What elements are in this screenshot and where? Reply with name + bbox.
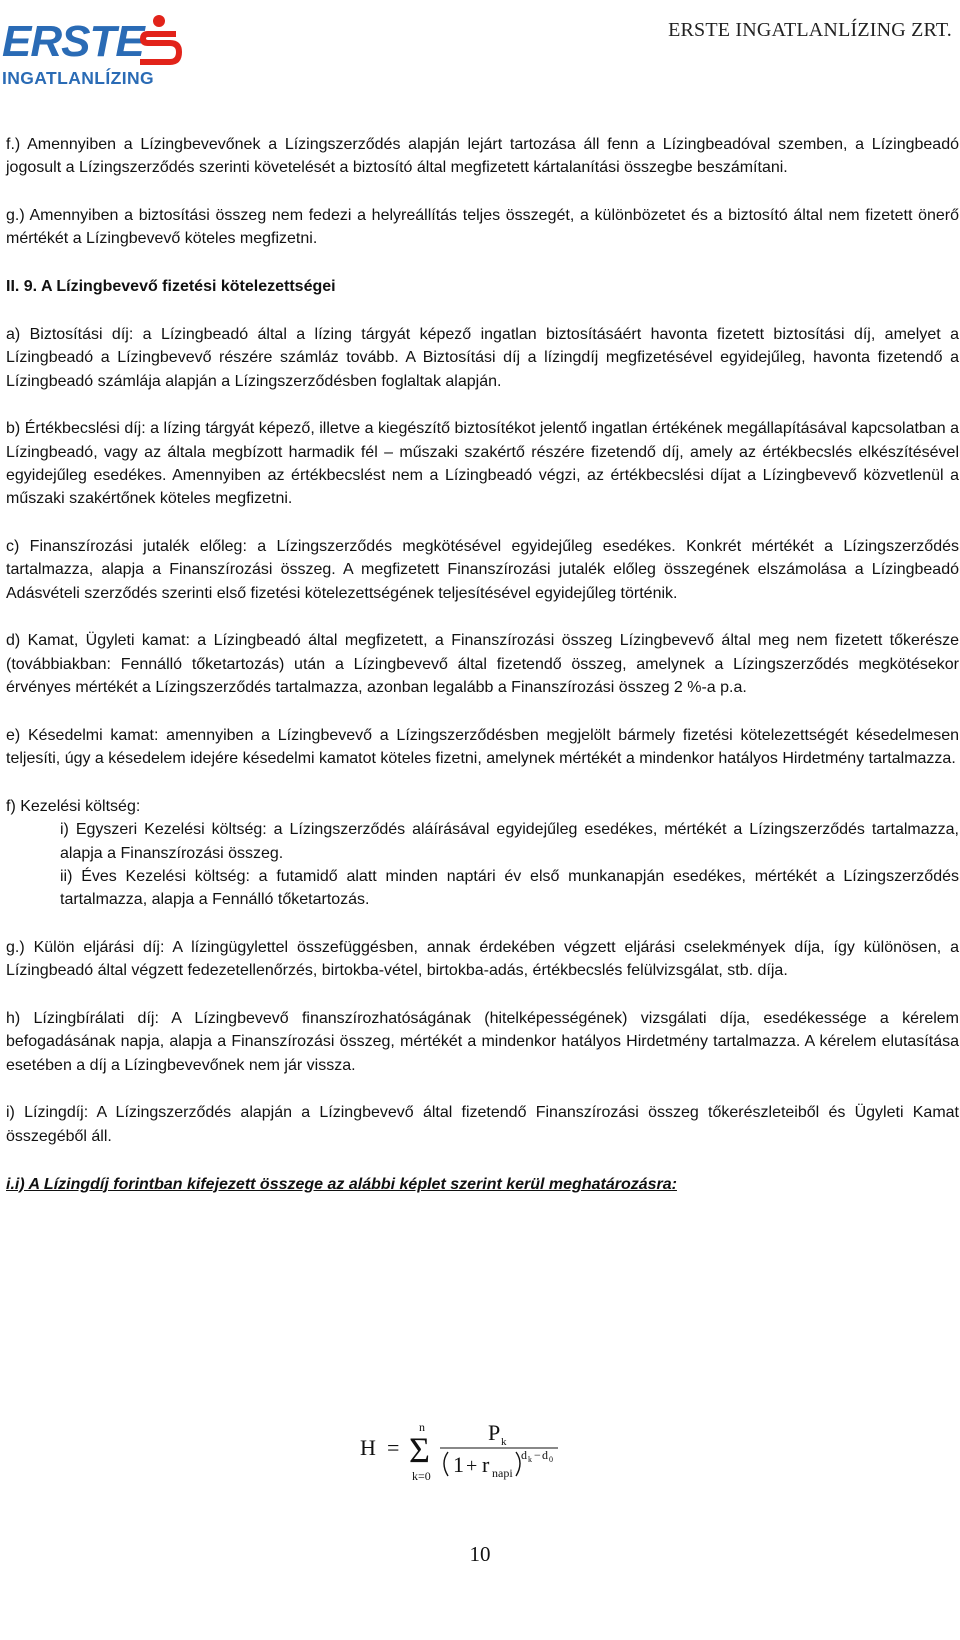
- logo-subtitle: INGATLANLÍZING: [2, 68, 155, 88]
- formula-exp-minus: −: [534, 1448, 541, 1462]
- paragraph-f2-i: i) Egyszeri Kezelési költség: a Lízingszerződés aláírásával egyidejűleg esedékes, mértékét a Lízingszerződés tartalmazza, alapja a Finanszírozási összeg.: [60, 821, 959, 862]
- formula-lhs: H: [360, 1435, 376, 1460]
- left-paren: [444, 1452, 448, 1476]
- formula-exp-d0: d: [542, 1448, 548, 1462]
- erste-s-logo-icon: [136, 13, 182, 69]
- paragraph-i: i) Lízingdíj: A Lízingszerződés alapján a Lízingbevevő által fizetendő Finanszírozási összeg tőkerészleteiből és Ügyleti Kamat összegéből áll.: [6, 1104, 959, 1145]
- erste-logo: [2, 6, 202, 88]
- formula-exp-0: 0: [549, 1455, 553, 1464]
- paragraph-f2-ii: ii) Éves Kezelési költség: a futamidő alatt minden naptári év első munkanapján esedékes, mértékét a Lízingszerződés tartalmazza, alapja a Fennálló tőketartozás.: [60, 867, 959, 909]
- formula-sum-symbol: Σ: [409, 1430, 430, 1470]
- formula-equals: =: [387, 1435, 400, 1460]
- page-number: 10: [469, 1542, 491, 1566]
- paragraph-b: b) Értékbecslési díj: a lízing tárgyát képező, illetve a kiegészítő biztosítékot jelentő ingatlan értékének megállapításával kapcsolatban a Lízingbeadó, vagy az általa megbízott harmadik fél – műszaki szakértő részére fizetendő díj, amely az értékbecslés elkészítésével egyidejűleg esedékes. Amennyiben az értékbecslést nem a Lízingbeadó végzi, az értékbecslési díjat a Lízingbevevő közvetlenül a műszaki szakértőnek köteles megfizetni.: [6, 420, 959, 508]
- section-heading: II. 9. A Lízingbevevő fizetési kötelezettségei: [6, 278, 336, 296]
- document-body: [6, 133, 959, 1220]
- logo-wordmark: ERSTE: [2, 17, 144, 66]
- formula-sum-upper: n: [419, 1420, 425, 1434]
- formula-r: r: [482, 1452, 490, 1477]
- paragraph-f2-title: f) Kezelési költség:: [6, 797, 141, 815]
- formula-sum-lower: k=0: [412, 1469, 431, 1483]
- formula-r-sub: napi: [492, 1466, 513, 1480]
- formula-numerator-sub: k: [501, 1436, 507, 1448]
- paragraph-d: d) Kamat, Ügyleti kamat: a Lízingbeadó által megfizetett, a Finanszírozási összeg Lízingbevevő által meg nem fizetett tőkerésze (továbbiakban: Fennálló tőketartozás) után a Lízingbevevő által fizetendő összeg, amelynek a Lízingszerződés megkötésekor érvényes mértékét a Lízingszerződés tartalmazza, azonban legalább a Finanszírozási összeg 2 %-a p.a.: [6, 632, 959, 697]
- formula-exp-k: k: [528, 1455, 532, 1464]
- paragraph-g: g.) Amennyiben a biztosítási összeg nem fedezi a helyreállítás teljes összegét, a különbözetet és a biztosító által nem fizetett önerő mértékét a Lízingbevevő köteles megfizetni.: [6, 207, 959, 248]
- paragraph-e: e) Késedelmi kamat: amennyiben a Lízingbevevő a Lízingszerződésben megjelölt bármely fizetési kötelezettségét késedelmesen teljesíti, úgy a késedelem idejére késedelmi kamatot köteles fizetni, amelynek mértékét a mindenkor hatályos Hirdetmény tartalmazza.: [6, 726, 959, 768]
- paragraph-g2: g.) Külön eljárási díj: A lízingügylettel összefüggésben, annak érdekében végzett eljárási cselekmények díja, így különösen, a Lízingbeadó által végzett fedezetellenőrzés, birtokba-vétel, birtokba-adás, értékbecslés felülvizsgálat, stb. díja.: [6, 938, 959, 980]
- leasing-formula: [356, 1418, 576, 1493]
- formula-heading: i.i) A Lízingdíj forintban kifejezett összege az alábbi képlet szerint kerül meghatározásra:: [6, 1175, 677, 1193]
- paragraph-c: c) Finanszírozási jutalék előleg: a Lízingszerződés megkötésével egyidejűleg esedékes. Konkrét mértékét a Lízingszerződés tartalmazza, alapja a Finanszírozási összeg. A megfizetett Finanszírozási jutalék előleg összegének elszámolása a Lízingbeadó Adásvételi szerződés szerinti első fizetési kötelezettségének teljesítésével egyidejűleg történik.: [6, 538, 959, 602]
- right-paren: [516, 1452, 520, 1476]
- formula-numerator: P: [488, 1420, 501, 1445]
- formula-plus: +: [466, 1455, 478, 1477]
- paragraph-f: f.) Amennyiben a Lízingbevevőnek a Lízingszerződés alapján lejárt tartozása áll fenn a Lízingbeadóval szemben, a Lízingbeadó jogosult a Lízingszerződés szerinti követelését a biztosító által megfizetett kártalanítási összegbe beszámítani.: [6, 136, 959, 177]
- paragraph-a: a) Biztosítási díj: a Lízingbeadó által a lízing tárgyát képező ingatlan biztosításáért havonta fizetett biztosítási díj, amelyet a Lízingbeadó a Lízingbevevő részére számláz tovább. A Biztosítási díj a lízingdíj megfizetésével egyidejűleg, havonta fizetendő a Lízingbeadó számlája alapján a Lízingszerződésben foglaltak alapján.: [6, 325, 959, 390]
- formula-one: 1: [453, 1452, 464, 1477]
- company-name: ERSTE INGATLANLÍZING ZRT.: [668, 19, 952, 41]
- paragraph-h: h) Lízingbírálati díj: A Lízingbevevő finanszírozhatóságának (hitelképességének) vizsgálati díja, esedékessége a kérelem befogadásának napja, alapja a Finanszírozási összeg, mértékét a mindenkor hatályos Hirdetmény tartalmazza. A kérelem elutasítása esetében a díj a Lízingbevevőnek nem jár vissza.: [6, 1010, 959, 1074]
- formula-exp-d: d: [521, 1448, 527, 1462]
